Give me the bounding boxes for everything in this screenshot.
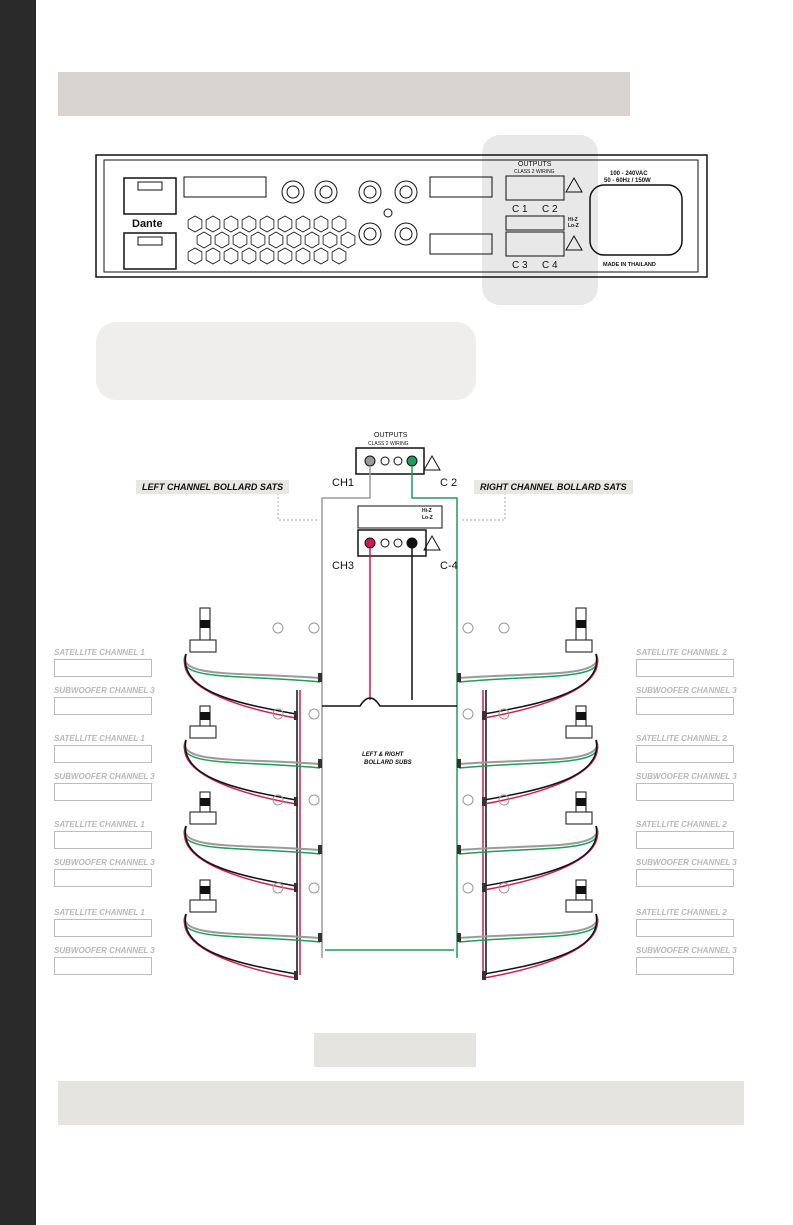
diag-outputs-title: OUTPUTS bbox=[374, 432, 408, 439]
satellite-label: SATELLITE CHANNEL 1 bbox=[54, 820, 145, 829]
left-channel-title: LEFT CHANNEL BOLLARD SATS bbox=[136, 480, 289, 494]
bollard-speaker-icon bbox=[566, 880, 592, 912]
panel-ch-label: C 3 bbox=[512, 260, 528, 271]
panel-hiz: Hi-Z bbox=[568, 217, 578, 223]
satellite-label: SATELLITE CHANNEL 1 bbox=[54, 648, 145, 657]
polarity-markers-icon bbox=[463, 623, 509, 633]
warning-icon bbox=[424, 456, 440, 470]
satellite-box bbox=[54, 831, 152, 849]
panel-outputs-title: OUTPUTS bbox=[518, 161, 552, 168]
satellite-label: SATELLITE CHANNEL 1 bbox=[54, 908, 145, 917]
diag-class2: CLASS 2 WIRING bbox=[368, 441, 409, 447]
wire-lug bbox=[457, 673, 461, 682]
made-in-label: MADE IN THAILAND bbox=[603, 262, 656, 268]
wire-lug bbox=[294, 883, 298, 892]
subwoofer-label: SUBWOOFER CHANNEL 3 bbox=[636, 946, 737, 955]
bollard-speaker-icon bbox=[190, 792, 216, 824]
subwoofer-label: SUBWOOFER CHANNEL 3 bbox=[636, 858, 737, 867]
bollard-speaker-icon bbox=[190, 706, 216, 738]
wire-lug bbox=[482, 971, 486, 980]
wire-lug bbox=[482, 883, 486, 892]
subwoofer-label: SUBWOOFER CHANNEL 3 bbox=[54, 772, 155, 781]
bollard-speaker-icon bbox=[190, 880, 216, 912]
panel-class2: CLASS 2 WIRING bbox=[514, 169, 555, 175]
ch2-label: C 2 bbox=[440, 477, 458, 489]
power-rating: 50 - 60Hz / 150W bbox=[604, 178, 651, 184]
subwoofer-box bbox=[636, 783, 734, 801]
diag-hiz: Hi-Z bbox=[422, 508, 432, 514]
satellite-box bbox=[636, 919, 734, 937]
satellite-box bbox=[636, 745, 734, 763]
wire-lug bbox=[294, 797, 298, 806]
wire-lug bbox=[318, 845, 322, 854]
bollard-speaker-icon bbox=[566, 706, 592, 738]
wire-lug bbox=[318, 759, 322, 768]
bollard-speaker-icon bbox=[190, 608, 216, 652]
subwoofer-label: SUBWOOFER CHANNEL 3 bbox=[636, 686, 737, 695]
wire-lug bbox=[482, 711, 486, 720]
diag-loz: Lo-Z bbox=[422, 515, 433, 521]
ch1-label: CH1 bbox=[332, 477, 355, 489]
wire-lug bbox=[482, 797, 486, 806]
wire-lug bbox=[318, 933, 322, 942]
bollard-speaker-icon bbox=[566, 792, 592, 824]
satellite-box bbox=[54, 919, 152, 937]
bollard-speaker-icon bbox=[566, 608, 592, 652]
satellite-label: SATELLITE CHANNEL 2 bbox=[636, 820, 727, 829]
wire-lug bbox=[457, 759, 461, 768]
right-channel-title: RIGHT CHANNEL BOLLARD SATS bbox=[474, 480, 633, 494]
satellite-box bbox=[54, 745, 152, 763]
panel-ch-label: C 4 bbox=[542, 260, 558, 271]
satellite-label: SATELLITE CHANNEL 2 bbox=[636, 908, 727, 917]
center-label: LEFT & RIGHT bbox=[362, 752, 404, 758]
subwoofer-box bbox=[54, 783, 152, 801]
panel-loz: Lo-Z bbox=[568, 223, 579, 229]
satellite-label: SATELLITE CHANNEL 1 bbox=[54, 734, 145, 743]
satellite-box bbox=[54, 659, 152, 677]
wire-lug bbox=[318, 673, 322, 682]
panel-ch-label: C 1 bbox=[512, 204, 528, 215]
center-label: BOLLARD SUBS bbox=[364, 760, 412, 766]
ch3-label: CH3 bbox=[332, 560, 355, 572]
subwoofer-label: SUBWOOFER CHANNEL 3 bbox=[54, 858, 155, 867]
caption-box bbox=[314, 1033, 476, 1067]
subwoofer-box bbox=[54, 957, 152, 975]
power-rating: 100 - 240VAC bbox=[610, 171, 648, 177]
ch4-label: C-4 bbox=[440, 560, 458, 572]
satellite-label: SATELLITE CHANNEL 2 bbox=[636, 734, 727, 743]
subwoofer-box bbox=[54, 869, 152, 887]
subwoofer-box bbox=[636, 957, 734, 975]
panel-ch-label: C 2 bbox=[542, 204, 558, 215]
dante-logo: Dante bbox=[132, 218, 163, 230]
wire-lug bbox=[457, 933, 461, 942]
polarity-markers-icon bbox=[273, 623, 319, 633]
subwoofer-box bbox=[54, 697, 152, 715]
wire-lug bbox=[457, 845, 461, 854]
subwoofer-label: SUBWOOFER CHANNEL 3 bbox=[54, 946, 155, 955]
subwoofer-box bbox=[636, 697, 734, 715]
footer-bar bbox=[58, 1081, 744, 1125]
satellite-label: SATELLITE CHANNEL 2 bbox=[636, 648, 727, 657]
wire-lug bbox=[294, 971, 298, 980]
satellite-box bbox=[636, 831, 734, 849]
subwoofer-label: SUBWOOFER CHANNEL 3 bbox=[54, 686, 155, 695]
subwoofer-box bbox=[636, 869, 734, 887]
wire-lug bbox=[294, 711, 298, 720]
subwoofer-label: SUBWOOFER CHANNEL 3 bbox=[636, 772, 737, 781]
satellite-box bbox=[636, 659, 734, 677]
